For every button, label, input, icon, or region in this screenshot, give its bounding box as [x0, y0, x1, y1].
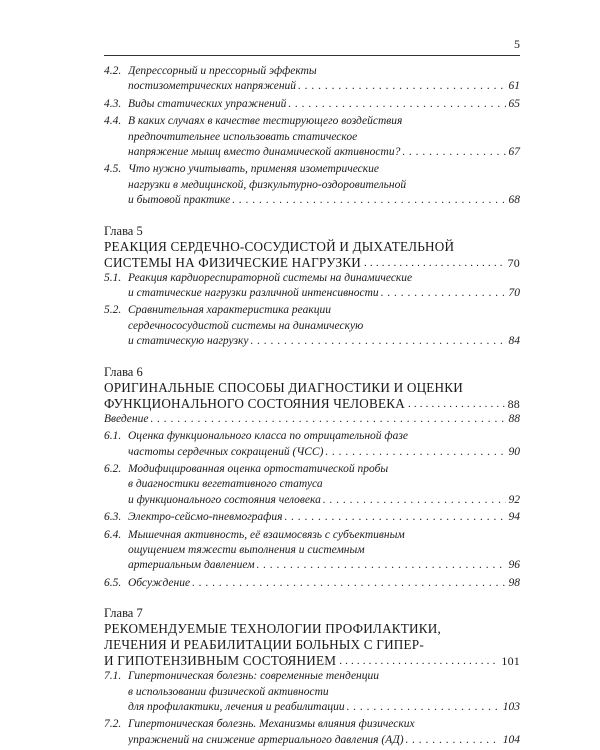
- entry-title-line: артериальным давлением . . .: [128, 559, 255, 571]
- entry-title-line: Сравнительная характеристика реакции: [128, 304, 331, 317]
- entry-title-line: упражнений на снижение артериального давления (АД) . . .: [128, 734, 404, 746]
- entry-title-line: постизометрических напряжений . . .: [128, 80, 296, 92]
- entry-title: [104, 412, 506, 427]
- chapter-title-text: [104, 239, 505, 271]
- entry-title-line: ощущением тяжести выполнения и системным: [128, 543, 365, 556]
- toc-entry[interactable]: [104, 271, 520, 302]
- toc-entry[interactable]: [104, 114, 520, 160]
- entry-page-number: 67: [506, 145, 521, 160]
- toc-entry[interactable]: [104, 303, 520, 349]
- entry-title: [128, 510, 506, 525]
- chapter-title[interactable]: [104, 621, 520, 669]
- toc-entry[interactable]: [104, 429, 520, 460]
- chapter-page-number: 101: [498, 653, 520, 669]
- entry-number: 6.5.: [104, 576, 122, 589]
- entry-title-line: и статическую нагрузку . . .: [128, 335, 248, 347]
- entry-title: [128, 303, 506, 349]
- chapter-title[interactable]: [104, 239, 520, 271]
- entry-title-line: Реакция кардиореспираторной системы на динамические: [128, 271, 413, 284]
- entry-title: [128, 114, 506, 160]
- entry-title: [128, 162, 506, 208]
- chapter-label: Глава 5: [104, 223, 143, 238]
- entry-number: 7.1.: [104, 670, 122, 683]
- entry-number: 5.2.: [104, 304, 122, 317]
- entry-title-line: для профилактики, лечения и реабилитации . . .: [128, 701, 345, 713]
- entry-page-number: 65: [506, 97, 521, 112]
- chapter-page-number: 88: [505, 396, 520, 412]
- toc-entry[interactable]: [104, 64, 520, 95]
- table-of-contents: [104, 64, 520, 750]
- chapter-page-number: 70: [505, 255, 520, 271]
- entry-number: 6.4.: [104, 528, 122, 541]
- chapter-label: Глава 6: [104, 364, 143, 379]
- entry-number: 7.2.: [104, 718, 122, 731]
- entry-title: [128, 717, 500, 748]
- toc-entry[interactable]: [104, 717, 520, 748]
- entry-page-number: 61: [506, 79, 521, 94]
- entry-title-line: Гипертоническая болезнь: современные тенденции: [128, 670, 380, 683]
- chapter-title-line: СИСТЕМЫ НА ФИЗИЧЕСКИЕ НАГРУЗКИ . . .: [104, 255, 361, 270]
- chapter-title-line: РЕКОМЕНДУЕМЫЕ ТЕХНОЛОГИИ ПРОФИЛАКТИКИ,: [104, 621, 441, 637]
- entry-page-number: 94: [506, 510, 521, 525]
- entry-title-line: Мышечная активность, её взаимосвязь с субъективным: [128, 528, 405, 541]
- entry-title: [128, 669, 500, 715]
- chapter-title-line: ОРИГИНАЛЬНЫЕ СПОСОБЫ ДИАГНОСТИКИ И ОЦЕНКИ: [104, 379, 463, 395]
- entry-page-number: 90: [506, 445, 521, 460]
- entry-page-number: 88: [506, 412, 521, 427]
- entry-title-line: Введение . . .: [104, 413, 148, 425]
- entry-title-line: сердечнососудистой системы на динамическую: [128, 319, 364, 332]
- chapter-title-text: [104, 621, 498, 669]
- entry-title-line: Обсуждение . . .: [128, 577, 190, 589]
- entry-number: 4.2.: [104, 65, 122, 77]
- entry-number: 6.1.: [104, 430, 122, 443]
- entry-title-line: Модифицированная оценка ортостатической пробы: [128, 462, 389, 475]
- entry-title-line: частоты сердечных сокращений (ЧСС) . . .: [128, 446, 323, 458]
- entry-title-line: и бытовой практике . . .: [128, 194, 230, 206]
- toc-entry[interactable]: [104, 162, 520, 208]
- entry-page-number: 70: [506, 286, 521, 301]
- chapter-title[interactable]: [104, 380, 520, 412]
- entry-title-line: и функционального состояния человека . . .: [128, 494, 321, 506]
- entry-number: 5.1.: [104, 271, 122, 284]
- entry-title-line: Что нужно учитывать, применяя изометрические: [128, 163, 380, 176]
- toc-entry[interactable]: [104, 528, 520, 574]
- entry-page-number: 96: [506, 558, 521, 573]
- entry-number: 4.5.: [104, 163, 122, 176]
- entry-title-line: нагрузки в медицинской, физкультурно-оздоровительной: [128, 178, 407, 191]
- entry-title-line: Виды статических упражнений . . .: [128, 98, 286, 110]
- entry-title-line: В каких случаях в качестве тестирующего воздействия: [128, 115, 403, 128]
- entry-title-line: предпочтительнее использовать статическое: [128, 130, 358, 143]
- entry-number: 6.3.: [104, 511, 122, 524]
- entry-title-line: Депрессорный и прессорный эффекты: [128, 65, 317, 77]
- entry-title-line: Электро-сейсмо-пневмография . . .: [128, 511, 282, 523]
- toc-entry[interactable]: [104, 462, 520, 508]
- entry-title: [128, 97, 506, 112]
- entry-title-line: и статические нагрузки различной интенсивности . . .: [128, 287, 379, 299]
- entry-title-line: напряжение мышц вместо динамической активности? . . .: [128, 146, 400, 158]
- entry-number: 4.4.: [104, 115, 122, 128]
- entry-title: [128, 429, 506, 460]
- toc-entry[interactable]: [104, 97, 520, 112]
- chapter-title-text: [104, 380, 505, 412]
- entry-title: [128, 528, 506, 574]
- entry-title-line: Оценка функционального класса по отрицательной фазе: [128, 430, 408, 443]
- entry-title: [128, 271, 506, 302]
- entry-page-number: 84: [506, 334, 521, 349]
- entry-title: [128, 64, 506, 95]
- entry-page-number: 92: [506, 493, 521, 508]
- toc-entry[interactable]: [104, 412, 520, 427]
- chapter-title-line: ЛЕЧЕНИЯ И РЕАБИЛИТАЦИИ БОЛЬНЫХ С ГИПЕР-: [104, 637, 424, 653]
- page-number: 5: [514, 37, 520, 51]
- entry-page-number: 68: [506, 193, 521, 208]
- toc-entry[interactable]: [104, 669, 520, 715]
- entry-number: 4.3.: [104, 97, 122, 110]
- entry-page-number: 103: [500, 700, 520, 715]
- toc-entry[interactable]: [104, 510, 520, 525]
- entry-title-line: в диагностики вегетативного статуса: [128, 478, 323, 491]
- entry-page-number: 98: [506, 576, 521, 591]
- entry-title: [128, 576, 506, 591]
- entry-title-line: Гипертоническая болезнь. Механизмы влияния физических: [128, 718, 415, 731]
- header-rule: [104, 55, 520, 56]
- entry-number: 6.2.: [104, 462, 122, 475]
- chapter-title-line: ФУНКЦИОНАЛЬНОГО СОСТОЯНИЯ ЧЕЛОВЕКА . . .: [104, 396, 405, 411]
- toc-entry[interactable]: [104, 576, 520, 591]
- chapter-label: Глава 7: [104, 606, 143, 621]
- chapter-title-line: РЕАКЦИЯ СЕРДЕЧНО-СОСУДИСТОЙ И ДЫХАТЕЛЬНОЙ: [104, 238, 455, 254]
- entry-title: [128, 462, 506, 508]
- chapter-title-line: И ГИПОТЕНЗИВНЫМ СОСТОЯНИЕМ . . .: [104, 653, 336, 668]
- entry-title-line: в использовании физической активности: [128, 685, 329, 698]
- entry-page-number: 104: [500, 733, 520, 748]
